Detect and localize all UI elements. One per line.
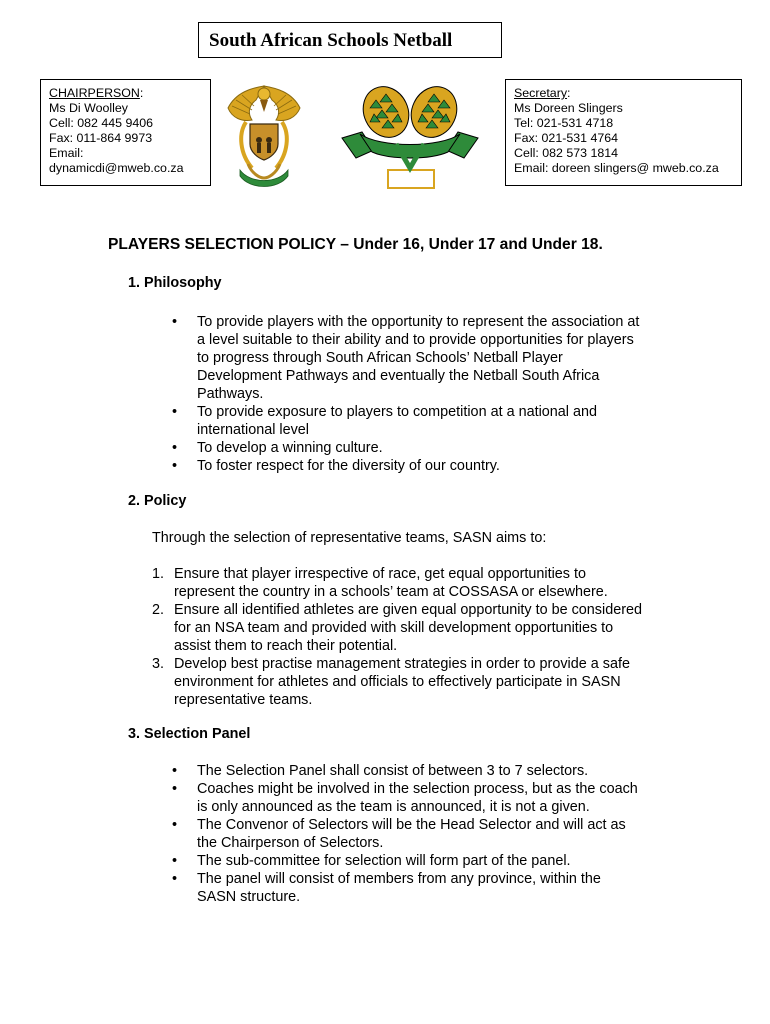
section-title-policy: 2. Policy: [128, 493, 187, 509]
list-item: • To provide exposure to players to competition at a national and international level: [152, 403, 712, 439]
list-item: • The panel will consist of members from any province, within the SASN structure.: [152, 870, 712, 906]
section-title-philosophy: 1. Philosophy: [128, 275, 222, 291]
chairperson-fax: Fax: 011-864 9973: [49, 131, 153, 145]
list-item: • To provide players with the opportunity to represent the association at a level suitable to their ability and to provide opportunities for players to progress through South African Schools’ Netball Player Development Pathways and eventually the Netball South Africa Pathways.: [152, 313, 712, 403]
philosophy-list: [152, 313, 712, 475]
list-item: 2. Ensure all identified athletes are given equal opportunity to be considered for an NSA team and provided with skill development opportunities to assist them to reach their potential.: [152, 602, 643, 654]
list-item: 3. Develop best practise management strategies in order to provide a safe environment for athletes and officials to effectively participate in SASN representative teams.: [152, 656, 630, 708]
title-box: [198, 22, 502, 58]
chairperson-heading: CHAIRPERSON:: [49, 86, 144, 100]
list-item: 1. Ensure that player irrespective of race, get equal opportunities to represent the country in a schools’ team at COSSASA or elsewhere.: [152, 566, 608, 600]
chairperson-contact-box: [40, 79, 211, 186]
policy-list: [152, 565, 712, 709]
chairperson-name: Ms Di Woolley: [49, 101, 128, 115]
list-item: • The Convenor of Selectors will be the Head Selector and will act as the Chairperson of Selectors.: [152, 816, 712, 852]
section-title-selection-panel: 3. Selection Panel: [128, 726, 251, 742]
policy-intro: Through the selection of representative teams, SASN aims to:: [152, 530, 547, 546]
secretary-cell: Cell: 082 573 1814: [514, 146, 619, 160]
secretary-email: Email: doreen slingers@ mweb.co.za: [514, 161, 719, 175]
list-item: • The Selection Panel shall consist of between 3 to 7 selectors.: [152, 762, 712, 780]
chairperson-cell: Cell: 082 445 9406: [49, 116, 154, 130]
secretary-fax: Fax: 021-531 4764: [514, 131, 619, 145]
secretary-heading: Secretary:: [514, 86, 571, 100]
page-title: South African Schools Netball: [209, 30, 453, 51]
protea-emblem-icon: [340, 78, 480, 190]
list-item: • To develop a winning culture.: [152, 439, 712, 457]
secretary-name: Ms Doreen Slingers: [514, 101, 623, 115]
list-item: • Coaches might be involved in the selection process, but as the coach is only announced as the team is announced, it is not a given.: [152, 780, 712, 816]
chairperson-email-label: Email:: [49, 146, 84, 160]
secretary-tel: Tel: 021-531 4718: [514, 116, 614, 130]
chairperson-email: dynamicdi@mweb.co.za: [49, 161, 184, 175]
selection-panel-list: [152, 762, 712, 906]
coat-of-arms-icon: [222, 78, 306, 190]
secretary-contact-box: [505, 79, 742, 186]
document-heading: PLAYERS SELECTION POLICY – Under 16, Under 17 and Under 18.: [108, 236, 603, 253]
list-item: • The sub-committee for selection will form part of the panel.: [152, 852, 712, 870]
list-item: • To foster respect for the diversity of our country.: [152, 457, 712, 475]
